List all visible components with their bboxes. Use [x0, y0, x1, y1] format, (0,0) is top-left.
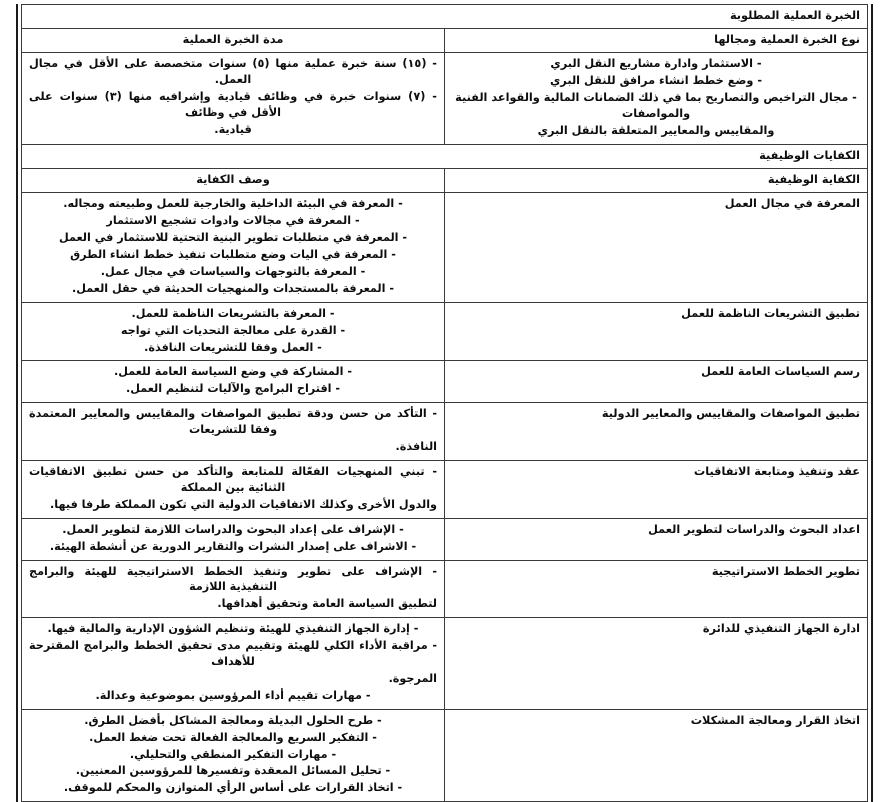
competency-description-cell: [22, 361, 445, 403]
job-specification-table-wrapper: [16, 4, 873, 802]
competency-description-cell: [22, 560, 445, 618]
competency-description-cell: [22, 193, 445, 302]
experience-duration-header: مدة الخبرة العملية: [22, 29, 445, 53]
description-line: - طرح الحلول البديلة ومعالجة المشاكل بأفضل الطرق.: [84, 713, 382, 727]
experience-type-header: نوع الخبرة العملية ومجالها: [445, 29, 868, 53]
experience-section-banner-row: [22, 5, 868, 29]
competency-name-cell: المعرفة في مجال العمل: [445, 193, 868, 302]
table-row: [22, 618, 868, 710]
competency-name-cell: تطوير الخطط الاستراتيجية: [445, 560, 868, 618]
table-body: [22, 5, 868, 802]
experience-header-row: [22, 29, 868, 53]
competency-name-cell: اتخاذ القرار ومعالجة المشكلات: [445, 709, 868, 802]
competency-name-cell: عقد وتنفيذ ومتابعة الاتفاقيات: [445, 460, 868, 518]
description-line: - اقتراح البرامج والآليات لتنظيم العمل.: [125, 382, 341, 396]
table-row: [22, 403, 868, 461]
description-line: - القدرة على معالجة التحديات التي تواجه: [120, 323, 346, 337]
description-line: - العمل وفقا للتشريعات النافذة.: [144, 340, 322, 354]
description-line: النافذة.: [395, 440, 437, 454]
description-line: - إدارة الجهاز التنفيذي للهيئة وتنظيم الشؤون الإدارية والمالية فيها.: [47, 622, 419, 636]
description-line: - المعرفة في متطلبات تطوير البنية التحتية للاستثمار في العمل: [58, 231, 408, 245]
table-row: [22, 709, 868, 802]
description-line: - الإشراف على إعداد البحوث والدراسات اللازمة لتطوير العمل.: [62, 522, 404, 536]
description-line: والدول الأخرى وكذلك الاتفاقيات الدولية التي تكون المملكة طرفا فيها.: [50, 497, 437, 511]
competency-name-cell: ادارة الجهاز التنفيذي للدائرة: [445, 618, 868, 710]
table-row: [22, 460, 868, 518]
experience-type-line: - الاستثمار وادارة مشاريع النقل البري: [550, 57, 762, 71]
experience-type-line: - وضع خطط انشاء مرافق للنقل البري: [549, 74, 763, 88]
description-line: المرجوة.: [388, 671, 437, 685]
competency-description-cell: [22, 460, 445, 518]
competency-description-cell: [22, 302, 445, 361]
description-line: - الاشراف على إصدار النشرات والتقارير الدورية عن أنشطة الهيئة.: [49, 539, 417, 553]
description-line: - تبني المنهجيات الفعّالة للمتابعة والتأكد من حسن تطبيق الاتفاقيات الثنائية بين المملكة: [29, 464, 437, 494]
competency-description-header: وصف الكفاية: [22, 169, 445, 193]
competency-name-cell: تطبيق المواصفات والمقاييس والمعايير الدولية: [445, 403, 868, 461]
description-line: - المعرفة في مجالات وادوات تشجيع الاستثمار: [106, 214, 360, 228]
experience-section-title: الخبرة العملية المطلوبة: [22, 5, 868, 29]
competencies-header-row: [22, 169, 868, 193]
description-line: - التأكد من حسن ودقة تطبيق المواصفات والمقاييس والمعايير المعتمدة وفقا للتشريعات: [29, 407, 437, 437]
description-line: - المعرفة بالتشريعات الناظمة للعمل.: [131, 306, 335, 320]
description-line: - المعرفة بالمستجدات والمنهجيات الحديثة في حقل العمل.: [72, 281, 394, 295]
description-line: - اتخاذ القرارات على أساس الرأي المتوازن والمحكم للموقف.: [63, 781, 403, 795]
description-line: - المعرفة في البيئة الداخلية والخارجية للعمل وطبيعته ومجاله.: [63, 197, 403, 211]
experience-type-line: - مجال التراخيص والتصاريح بما في ذلك الضمانات المالية والقواعد الفنية والمواصفات: [455, 91, 857, 121]
competencies-section-banner-row: [22, 145, 868, 169]
description-line: - التفكير السريع والمعالجة الفعالة تحت ضغط العمل.: [89, 730, 377, 744]
competency-name-cell: اعداد البحوث والدراسات لتطوير العمل: [445, 518, 868, 560]
table-row: [22, 361, 868, 403]
competency-description-cell: [22, 403, 445, 461]
description-line: لتطبيق السياسة العامة وتحقيق أهدافها.: [217, 597, 437, 611]
experience-type-line: والمقاييس والمعايير المتعلقة بالنقل البري: [537, 124, 775, 138]
experience-duration-cell: [22, 53, 445, 145]
competency-description-cell: [22, 518, 445, 560]
description-line: - مهارات التفكير المنطقي والتحليلي.: [129, 747, 337, 761]
description-line: - الإشراف على تطوير وتنفيذ الخطط الاستراتيجية للهيئة والبرامج التنفيذية اللازمة: [29, 564, 437, 594]
competency-description-cell: [22, 618, 445, 710]
experience-type-cell: [445, 53, 868, 145]
competency-name-cell: رسم السياسات العامة للعمل: [445, 361, 868, 403]
description-line: - تحليل المسائل المعقدة وتفسيرها للمرؤوسين المعنيين.: [75, 764, 391, 778]
table-row: [22, 560, 868, 618]
table-row: [22, 193, 868, 302]
competency-name-cell: تطبيق التشريعات الناظمة للعمل: [445, 302, 868, 361]
description-line: - مراقبة الأداء الكلي للهيئة وتقييم مدى تحقيق الخطط والبرامج المقترحة للأهداف: [29, 639, 437, 669]
experience-data-row: [22, 53, 868, 145]
description-line: - المشاركة في وضع السياسة العامة للعمل.: [114, 365, 352, 379]
competency-name-header: الكفاية الوظيفية: [445, 169, 868, 193]
table-row: [22, 518, 868, 560]
experience-duration-line: - (١٥) سنة خبرة عملية منها (٥) سنوات متخصصة على الأقل في مجال العمل.: [29, 57, 437, 87]
description-line: - المعرفة في اليات وضع متطلبات تنفيذ خطط انشاء الطرق: [70, 248, 396, 261]
competencies-section-title: الكفايات الوظيفية: [22, 145, 868, 169]
job-specification-table: [21, 4, 868, 802]
experience-duration-line: قيادية.: [214, 123, 252, 137]
description-line: - المعرفة بالتوجهات والسياسات في مجال عمل.: [100, 264, 366, 278]
competency-description-cell: [22, 709, 445, 802]
table-row: [22, 302, 868, 361]
description-line: - مهارات تقييم أداء المرؤوسين بموضوعية وعدالة.: [95, 688, 371, 702]
experience-duration-line: - (٧) سنوات خبرة في وظائف قيادية وإشرافيه منها (٣) سنوات على الأقل في وظائف: [29, 90, 437, 120]
